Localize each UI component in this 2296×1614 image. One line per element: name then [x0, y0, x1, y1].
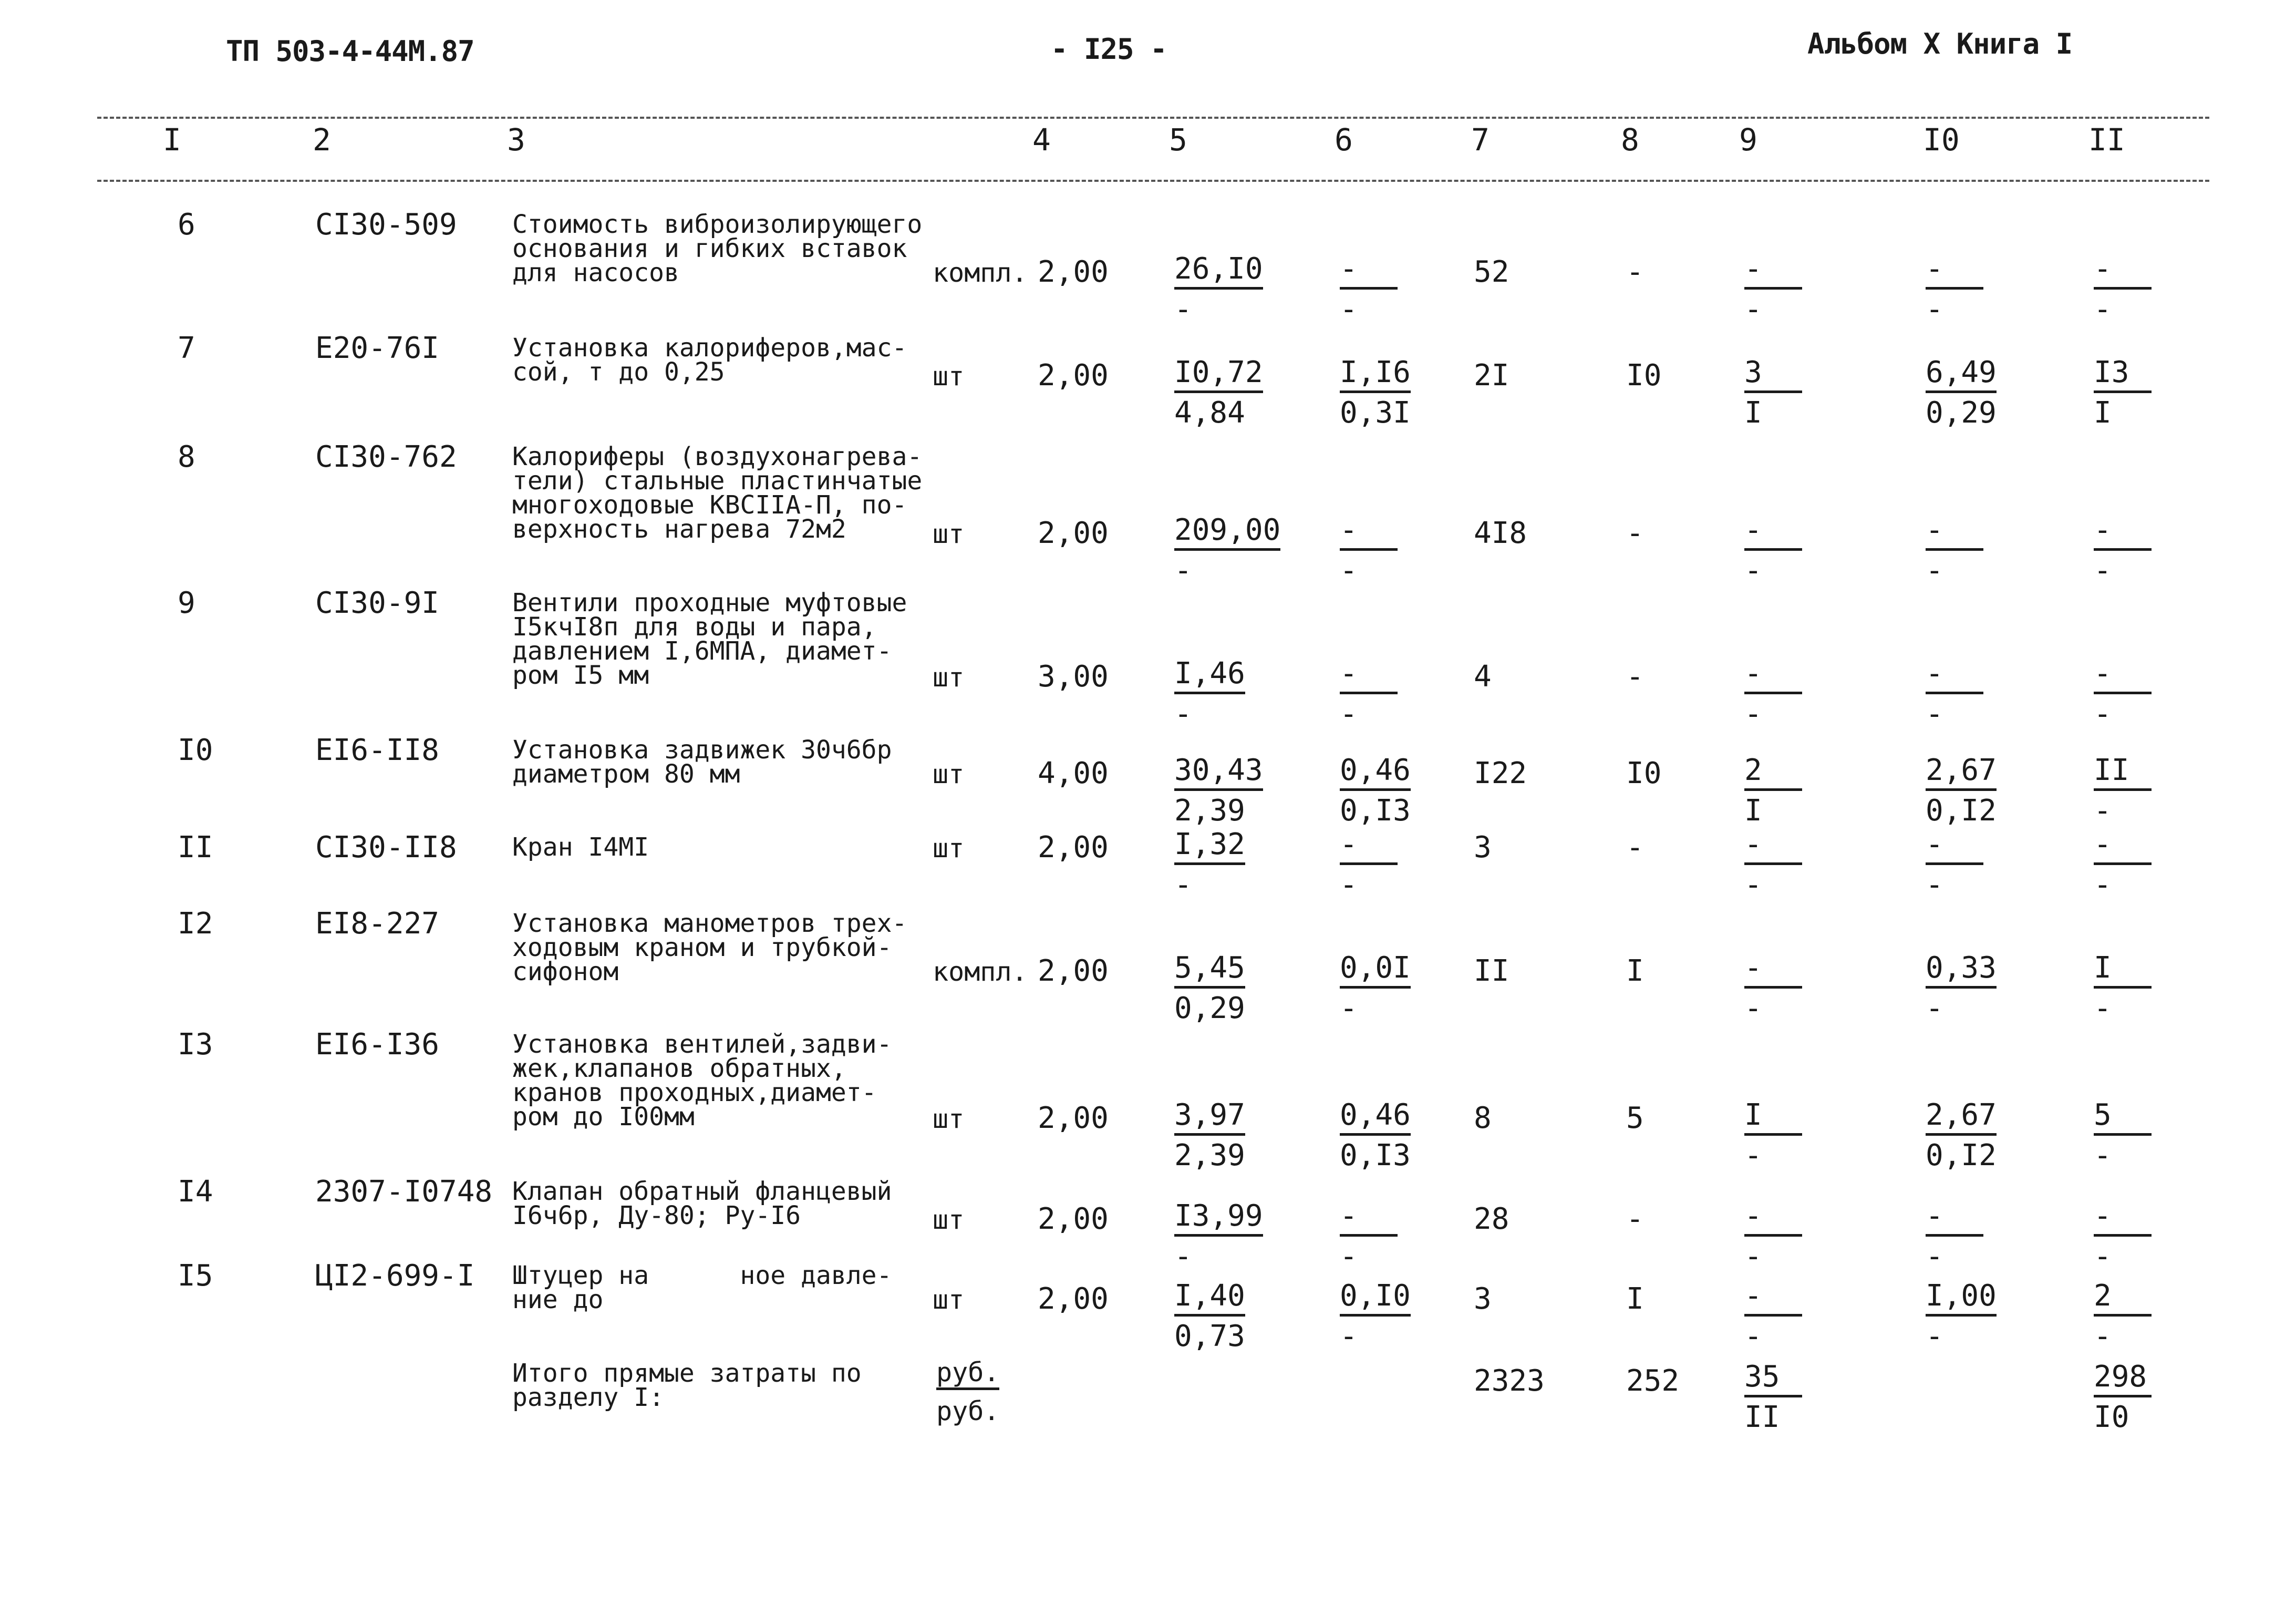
total-extra — [1744, 656, 1834, 731]
labor-cost-bottom: - — [1926, 697, 1943, 731]
quantity: 2,00 — [1038, 516, 1109, 550]
unit-cost-extra — [1340, 753, 1429, 828]
total-cost: 4I8 — [1474, 516, 1527, 550]
labor-total-top: 5 — [2094, 1101, 2152, 1136]
total-extra — [1744, 827, 1834, 902]
total-extra-bottom: - — [1744, 868, 1762, 902]
labor-total-bottom: - — [2094, 1239, 2112, 1273]
labor-total-top: - — [2094, 254, 2152, 290]
quantity: 2,00 — [1038, 255, 1109, 289]
total-extra-bottom: - — [1744, 1239, 1762, 1273]
unit-cost-extra-top: 0,46 — [1340, 756, 1411, 791]
header-rule-top — [97, 117, 2209, 119]
row-number: I5 — [178, 1259, 213, 1293]
labor-total — [2094, 1281, 2183, 1351]
work-description: Установка вентилей,задви- жек,клапанов обратных, кранов проходных,диамет- ром до I00мм — [512, 1030, 892, 1132]
labor-total — [2094, 827, 2183, 902]
labor-total-top: 2 — [2094, 1281, 2152, 1317]
work-description: Клапан обратный фланцевый I6ч6р, Ду-80; Ру-I6 — [512, 1177, 892, 1230]
column-header-6: 6 — [1335, 122, 1353, 158]
row-number: II — [178, 830, 213, 865]
total-extra — [1744, 513, 1834, 588]
column-header-2: 2 — [313, 122, 331, 158]
column-header-5: 5 — [1169, 122, 1187, 158]
unit-cost-bottom: - — [1174, 553, 1192, 588]
total-extra-top: - — [1744, 1201, 1802, 1237]
total-col9-bottom: II — [1744, 1400, 1780, 1434]
price-code: EI8-227 — [315, 907, 440, 941]
total-extra-bottom: - — [1744, 1138, 1762, 1173]
unit-of-measure: компл. — [933, 258, 1028, 288]
page-header — [0, 27, 2296, 75]
labor-cost-bottom: 0,I2 — [1926, 1138, 1997, 1173]
total-extra — [1744, 753, 1834, 828]
unit-cost-extra-bottom: - — [1340, 1239, 1358, 1273]
work-description: Калориферы (воздухонагрева- тели) стальные пластинчатые многоходовые КВСIIА-П, по- верхность нагрева 72м2 — [512, 442, 923, 544]
price-code: 2307-I0748 — [315, 1175, 493, 1209]
total-col11-top: 298 — [2094, 1362, 2152, 1397]
unit-cost-extra — [1340, 656, 1429, 731]
labor-total — [2094, 953, 2183, 1023]
total-col11 — [2094, 1362, 2183, 1432]
column-header-8: 8 — [1621, 122, 1639, 158]
unit-cost-extra — [1340, 1098, 1429, 1173]
total-extra-top: - — [1744, 1281, 1802, 1317]
total-extra-bottom: - — [1744, 1319, 1762, 1353]
total-cost: 8 — [1474, 1101, 1492, 1135]
header-rule-bottom — [97, 180, 2209, 182]
labor-cost-top: 2,67 — [1926, 1101, 1997, 1136]
unit-cost-extra-top: I,I6 — [1340, 358, 1411, 393]
total-wages: 5 — [1626, 1101, 1644, 1135]
work-description: Установка калориферов,мас- сой, т до 0,25 — [512, 333, 907, 387]
unit-cost-extra — [1340, 1281, 1429, 1351]
labor-cost-top: - — [1926, 1201, 1983, 1237]
price-code: EI6-I36 — [315, 1027, 440, 1062]
work-description: Кран I4МI — [512, 832, 649, 862]
total-col9-top: 35 — [1744, 1362, 1802, 1397]
labor-total — [2094, 1201, 2183, 1271]
unit-cost — [1174, 355, 1264, 430]
labor-cost-top: 6,49 — [1926, 358, 1997, 393]
unit-cost-top: 209,00 — [1174, 516, 1280, 551]
price-code: ЦI2-699-I — [315, 1259, 475, 1293]
unit-cost — [1174, 953, 1264, 1023]
unit-cost-top: I,32 — [1174, 830, 1245, 865]
labor-cost-bottom: - — [1926, 1239, 1943, 1273]
unit-cost-extra — [1340, 513, 1429, 588]
unit-of-measure: шт — [933, 662, 965, 693]
row-number: 6 — [178, 208, 195, 242]
unit-cost — [1174, 513, 1281, 588]
total-extra-bottom: I — [1744, 794, 1762, 828]
labor-cost-top: - — [1926, 659, 1983, 694]
labor-cost — [1926, 953, 2015, 1023]
unit-cost-bottom: - — [1174, 868, 1192, 902]
total-cost: I22 — [1474, 756, 1527, 790]
unit-cost-bottom: - — [1174, 697, 1192, 731]
labor-total — [2094, 753, 2183, 828]
unit-cost — [1174, 1098, 1264, 1173]
total-wages: - — [1626, 1202, 1644, 1236]
labor-cost — [1926, 1098, 2015, 1173]
price-code: CI30-762 — [315, 440, 457, 474]
unit-cost — [1174, 254, 1264, 324]
labor-total-bottom: - — [2094, 991, 2112, 1025]
column-header-9: 9 — [1739, 122, 1757, 158]
labor-cost — [1926, 1201, 2015, 1271]
unit-cost-bottom: 2,39 — [1174, 794, 1245, 828]
unit-cost-extra-bottom: - — [1340, 991, 1358, 1025]
unit-of-measure: шт — [933, 519, 965, 549]
unit-of-measure: шт — [933, 361, 965, 392]
quantity: 3,00 — [1038, 660, 1109, 694]
unit-cost-extra-top: 0,0I — [1340, 953, 1411, 989]
total-extra-top: - — [1744, 659, 1802, 694]
unit-cost-extra — [1340, 355, 1429, 430]
labor-cost — [1926, 254, 2015, 324]
row-number: I3 — [178, 1027, 213, 1062]
price-code: CI30-II8 — [315, 830, 457, 865]
labor-cost-top: 2,67 — [1926, 756, 1997, 791]
labor-cost-top: - — [1926, 830, 1983, 865]
labor-total-top: - — [2094, 659, 2152, 694]
total-cost: 52 — [1474, 255, 1509, 289]
total-cost: 28 — [1474, 1202, 1509, 1236]
unit-of-measure: шт — [933, 1205, 965, 1235]
row-number: 7 — [178, 331, 195, 365]
quantity: 2,00 — [1038, 1101, 1109, 1135]
total-extra — [1744, 254, 1834, 324]
unit-of-measure: шт — [933, 759, 965, 789]
column-header-1: I — [163, 122, 181, 158]
labor-total-bottom: - — [2094, 292, 2112, 326]
labor-total-bottom: - — [2094, 553, 2112, 588]
unit-cost-extra — [1340, 254, 1429, 324]
total-col7: 2323 — [1474, 1364, 1545, 1398]
total-extra-top: - — [1744, 516, 1802, 551]
total-wages: - — [1626, 255, 1644, 289]
labor-total-top: I3 — [2094, 358, 2152, 393]
quantity: 2,00 — [1038, 358, 1109, 393]
unit-cost-extra-bottom: - — [1340, 292, 1358, 326]
unit-cost-extra — [1340, 953, 1429, 1023]
total-extra-top: I — [1744, 1101, 1802, 1136]
unit-cost-extra-top: - — [1340, 516, 1398, 551]
labor-cost-bottom: - — [1926, 1319, 1943, 1353]
unit-cost-extra-top: - — [1340, 830, 1398, 865]
labor-cost-bottom: - — [1926, 292, 1943, 326]
total-col9 — [1744, 1362, 1834, 1432]
row-number: I4 — [178, 1175, 213, 1209]
labor-total — [2094, 1098, 2183, 1173]
labor-cost — [1926, 827, 2015, 902]
column-header-7: 7 — [1471, 122, 1490, 158]
labor-total-top: II — [2094, 756, 2152, 791]
unit-cost-top: 26,I0 — [1174, 254, 1263, 290]
total-extra-bottom: - — [1744, 991, 1762, 1025]
labor-cost — [1926, 753, 2015, 828]
unit-cost-bottom: 0,73 — [1174, 1319, 1245, 1353]
unit-cost-extra-top: - — [1340, 1201, 1398, 1237]
labor-cost-top: - — [1926, 254, 1983, 290]
work-description: Вентили проходные муфтовые I5кчI8п для воды и пара, давлением I,6МПА, диамет- ром I5 мм — [512, 588, 907, 690]
unit-cost-extra-bottom: 0,I3 — [1340, 1138, 1411, 1173]
unit-cost-top: I3,99 — [1174, 1201, 1263, 1237]
total-cost: 2I — [1474, 358, 1509, 393]
quantity: 2,00 — [1038, 1282, 1109, 1316]
total-extra-bottom: - — [1744, 553, 1762, 588]
labor-total-top: - — [2094, 1201, 2152, 1237]
labor-total-bottom: I — [2094, 396, 2112, 430]
unit-of-measure: компл. — [933, 957, 1028, 987]
labor-total-top: I — [2094, 953, 2152, 989]
total-extra-top: - — [1744, 953, 1802, 989]
total-cost: 4 — [1474, 660, 1492, 694]
unit-cost — [1174, 827, 1264, 902]
labor-total-bottom: - — [2094, 794, 2112, 828]
row-number: 8 — [178, 440, 195, 474]
unit-cost-top: I,40 — [1174, 1281, 1245, 1317]
labor-total-bottom: - — [2094, 697, 2112, 731]
total-col11-bottom: I0 — [2094, 1400, 2129, 1434]
price-code: E20-76I — [315, 331, 440, 365]
unit-cost-extra-top: 0,46 — [1340, 1101, 1411, 1136]
price-code: CI30-509 — [315, 208, 457, 242]
total-wages: I — [1626, 954, 1644, 988]
unit-cost-bottom: 0,29 — [1174, 991, 1245, 1025]
labor-cost-top: - — [1926, 516, 1983, 551]
unit-cost-top: I0,72 — [1174, 358, 1263, 393]
unit-of-measure: шт — [933, 1284, 965, 1315]
total-extra-top: - — [1744, 830, 1802, 865]
work-description: Установка задвижек 30ч6бр диаметром 80 мм — [512, 735, 892, 789]
unit-cost-extra-bottom: - — [1340, 553, 1358, 588]
column-header-4: 4 — [1032, 122, 1051, 158]
total-wages: - — [1626, 660, 1644, 694]
total-extra — [1744, 1098, 1834, 1173]
album-book-label: Альбом X Книга I — [1807, 27, 2073, 60]
unit-cost — [1174, 1201, 1264, 1271]
labor-cost-bottom: - — [1926, 868, 1943, 902]
labor-total — [2094, 355, 2183, 430]
price-code: CI30-9I — [315, 586, 440, 620]
labor-cost — [1926, 355, 2015, 430]
work-description: Установка манометров трех- ходовым краном и трубкой- сифоном — [512, 909, 907, 986]
column-header-3: 3 — [507, 122, 525, 158]
page-number: - I25 - — [1051, 33, 1167, 66]
labor-total-bottom: - — [2094, 868, 2112, 902]
total-extra-top: 3 — [1744, 358, 1802, 393]
labor-cost — [1926, 1281, 2015, 1351]
unit-cost-extra-top: 0,I0 — [1340, 1281, 1411, 1317]
unit-cost — [1174, 753, 1264, 828]
total-cost: 3 — [1474, 1282, 1492, 1316]
quantity: 4,00 — [1038, 756, 1109, 790]
unit-of-measure: шт — [933, 833, 965, 863]
total-wages: - — [1626, 830, 1644, 865]
unit-of-measure: шт — [933, 1104, 965, 1134]
labor-total — [2094, 513, 2183, 588]
quantity: 2,00 — [1038, 830, 1109, 865]
unit-cost-top: I,46 — [1174, 659, 1245, 694]
work-description: Штуцер на ное давле- ние до — [512, 1261, 892, 1314]
unit-cost-bottom: - — [1174, 1239, 1192, 1273]
total-extra-top: 2 — [1744, 756, 1802, 791]
total-col8: 252 — [1626, 1364, 1680, 1398]
column-header-11: II — [2088, 122, 2125, 158]
total-extra — [1744, 1281, 1834, 1351]
labor-cost-bottom: - — [1926, 553, 1943, 588]
unit-cost-extra-bottom: 0,I3 — [1340, 794, 1411, 828]
work-description: Стоимость виброизолирующего основания и гибких вставок для насосов — [512, 210, 923, 287]
unit-cost-top: 5,45 — [1174, 953, 1245, 989]
unit-cost-extra-bottom: - — [1340, 697, 1358, 731]
unit-cost-top: 30,43 — [1174, 756, 1263, 791]
total-wages: I — [1626, 1282, 1644, 1316]
labor-total-top: - — [2094, 830, 2152, 865]
total-wages: - — [1626, 516, 1644, 550]
row-number: I2 — [178, 907, 213, 941]
labor-cost-bottom: 0,I2 — [1926, 794, 1997, 828]
total-wages: I0 — [1626, 756, 1662, 790]
labor-cost-bottom: - — [1926, 991, 1943, 1025]
unit-cost-extra-top: - — [1340, 254, 1398, 290]
total-unit-top: руб. — [936, 1359, 999, 1390]
quantity: 2,00 — [1038, 954, 1109, 988]
total-cost: 3 — [1474, 830, 1492, 865]
total-extra-bottom: - — [1744, 697, 1762, 731]
total-extra — [1744, 1201, 1834, 1271]
document-code: ТП 503-4-44М.87 — [226, 35, 474, 68]
unit-cost-bottom: 2,39 — [1174, 1138, 1245, 1173]
total-label: Итого прямые затраты по разделу I: — [512, 1359, 862, 1412]
quantity: 2,00 — [1038, 1202, 1109, 1236]
unit-cost-extra — [1340, 827, 1429, 902]
unit-cost-bottom: 4,84 — [1174, 396, 1245, 430]
unit-cost-extra-bottom: - — [1340, 868, 1358, 902]
total-wages: I0 — [1626, 358, 1662, 393]
unit-cost-extra-bottom: 0,3I — [1340, 396, 1411, 430]
total-extra-top: - — [1744, 254, 1802, 290]
total-extra — [1744, 953, 1834, 1023]
labor-total-top: - — [2094, 516, 2152, 551]
labor-total — [2094, 254, 2183, 324]
unit-cost-top: 3,97 — [1174, 1101, 1245, 1136]
unit-cost-extra-top: - — [1340, 659, 1398, 694]
unit-cost-extra — [1340, 1201, 1429, 1271]
labor-cost — [1926, 513, 2015, 588]
labor-total-bottom: - — [2094, 1319, 2112, 1353]
labor-cost-top: I,00 — [1926, 1281, 1997, 1317]
labor-cost-bottom: 0,29 — [1926, 396, 1997, 430]
row-number: I0 — [178, 733, 213, 767]
unit-cost — [1174, 1281, 1264, 1351]
total-unit-bottom: руб. — [936, 1396, 1000, 1426]
unit-cost — [1174, 656, 1264, 731]
total-extra-bottom: I — [1744, 396, 1762, 430]
labor-cost — [1926, 656, 2015, 731]
labor-total-bottom: - — [2094, 1138, 2112, 1173]
unit-cost-bottom: - — [1174, 292, 1192, 326]
total-extra-bottom: - — [1744, 292, 1762, 326]
labor-cost-top: 0,33 — [1926, 953, 1997, 989]
price-code: EI6-II8 — [315, 733, 440, 767]
column-header-10: I0 — [1923, 122, 1960, 158]
unit-cost-extra-bottom: - — [1340, 1319, 1358, 1353]
total-extra — [1744, 355, 1834, 430]
total-cost: II — [1474, 954, 1509, 988]
row-number: 9 — [178, 586, 195, 620]
labor-total — [2094, 656, 2183, 731]
